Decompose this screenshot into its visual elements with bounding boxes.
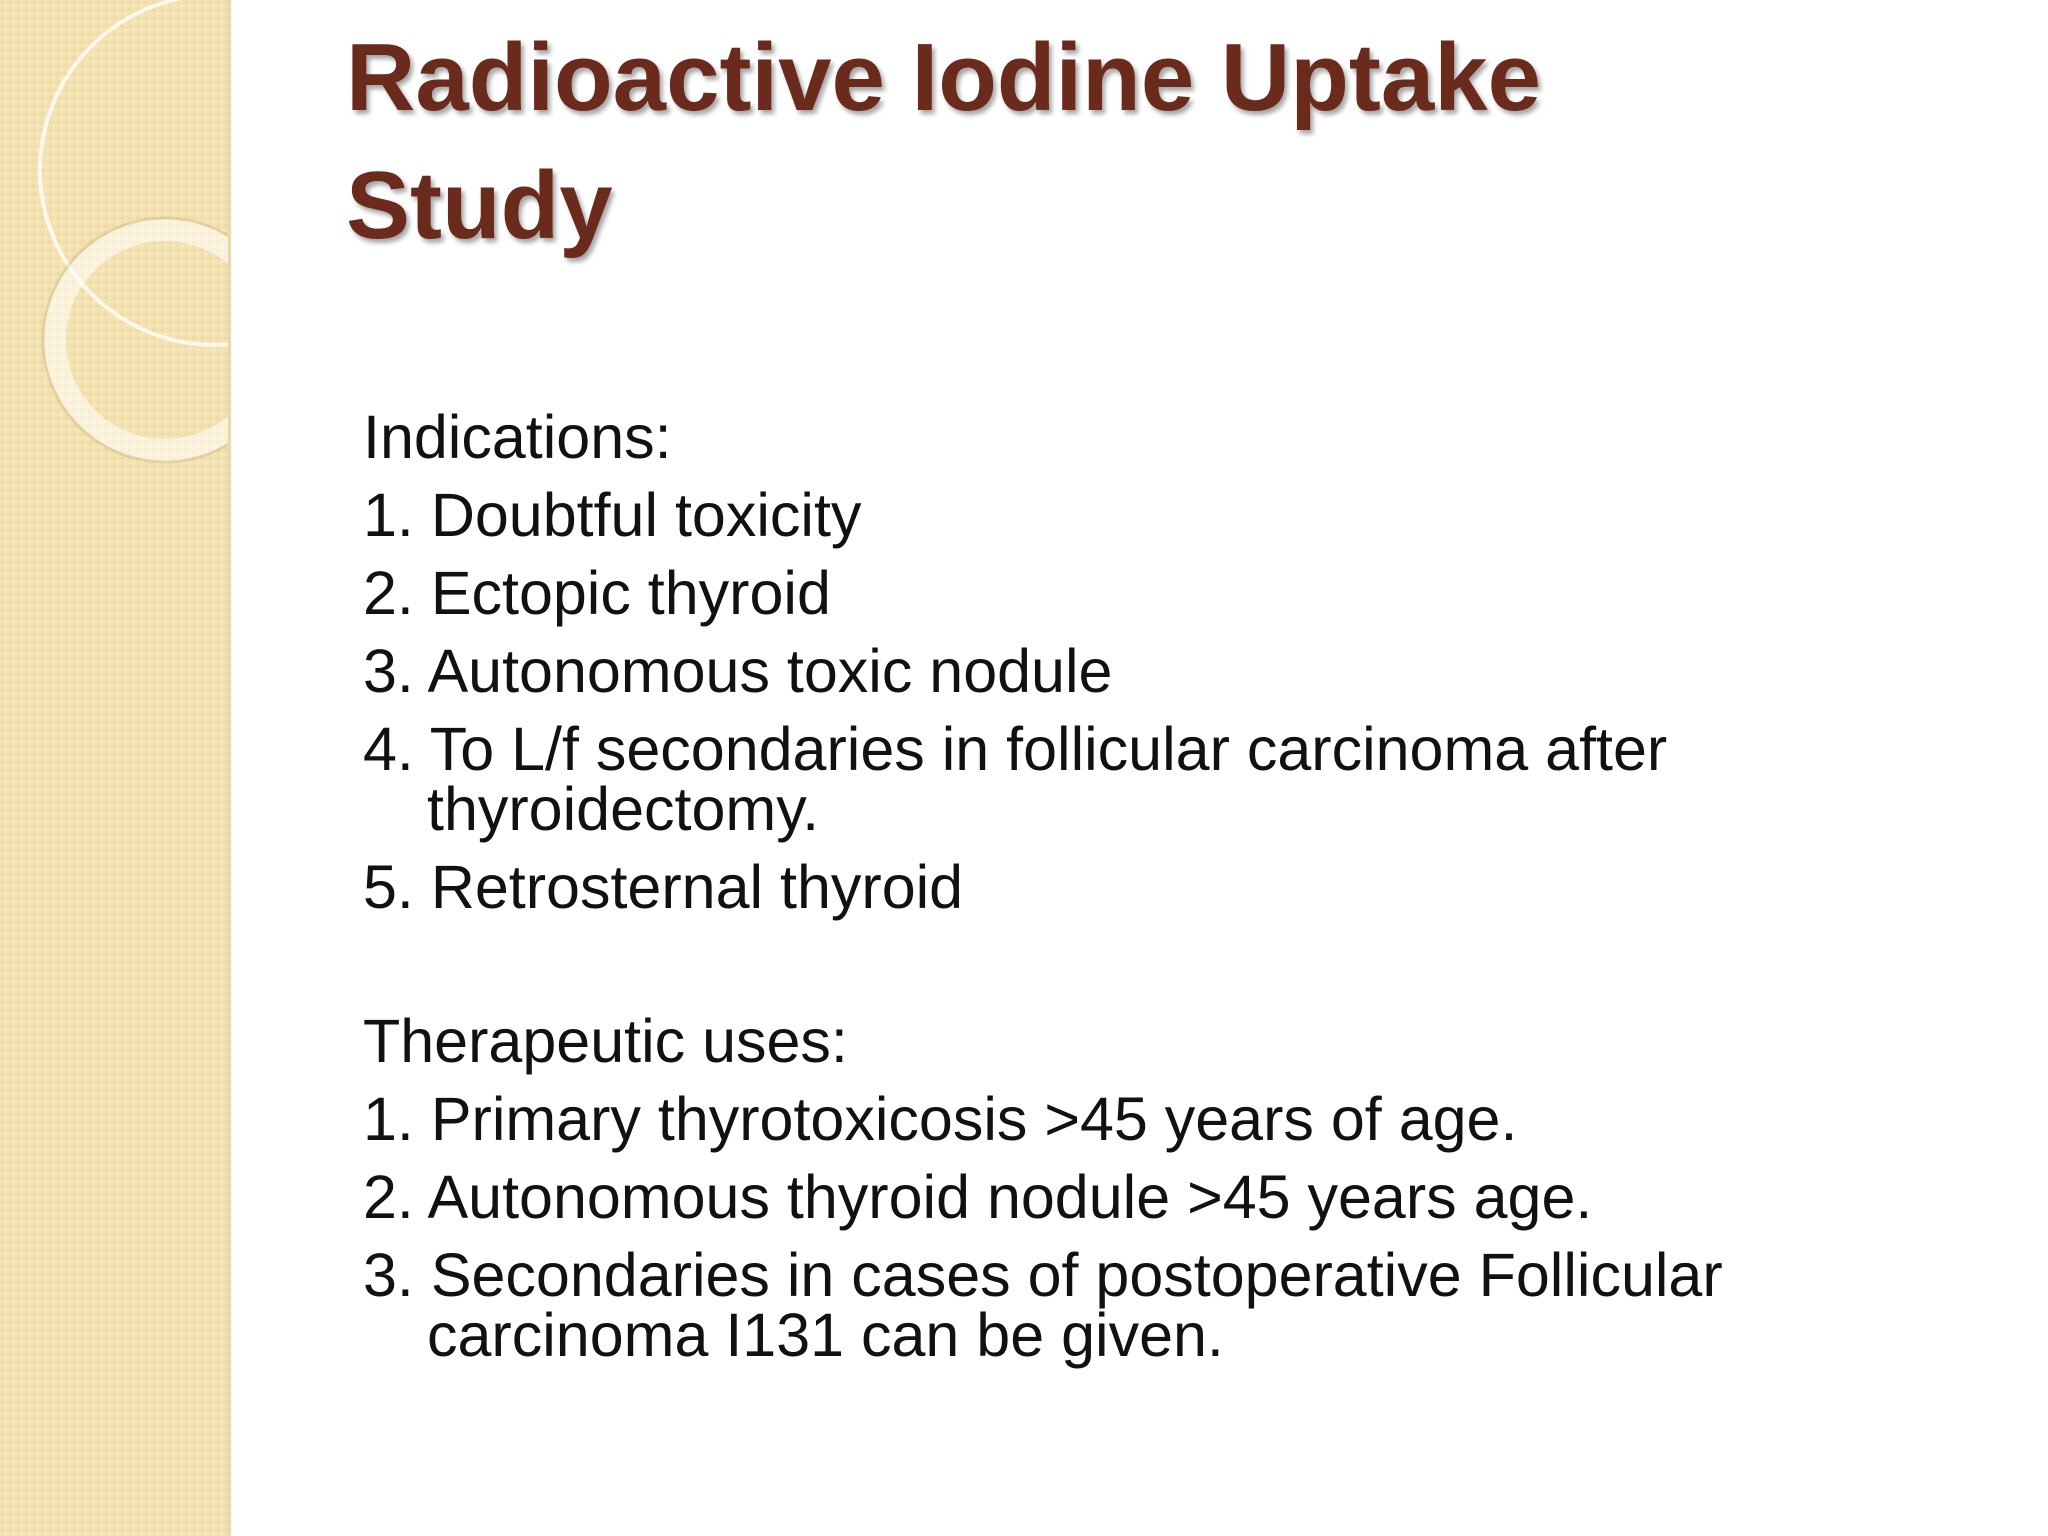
therapeutic-item-text: 3. Secondaries in cases of postoperative Follicular: [363, 1241, 1723, 1309]
indication-item: [363, 554, 2023, 632]
section-spacer: [363, 926, 2023, 1002]
therapeutic-item-text: 2. Autonomous thyroid nodule >45 years age.: [363, 1163, 1593, 1231]
title-line-1: Radioactive Iodine Uptake: [346, 24, 1541, 131]
indication-item: [363, 476, 2023, 554]
indication-item-text: 5. Retrosternal thyroid: [363, 853, 964, 921]
therapeutic-item: [363, 1080, 2023, 1158]
indications-heading: Indications:: [363, 403, 672, 471]
therapeutic-item-text: 1. Primary thyrotoxicosis >45 years of age.: [363, 1085, 1518, 1153]
indication-item-text: 4. To L/f secondaries in follicular carcinoma after: [363, 715, 1668, 783]
decorative-side-panel: [0, 0, 231, 1536]
indication-item: [363, 710, 2023, 848]
indication-item-text: 3. Autonomous toxic nodule: [363, 637, 1113, 705]
decorative-rings-icon: [0, 0, 228, 1536]
slide-body: [363, 398, 2023, 1374]
indication-item-text: 1. Doubtful toxicity: [363, 481, 862, 549]
indication-item-continuation: thyroidectomy.: [427, 775, 820, 843]
indication-item-text: 2. Ectopic thyroid: [363, 559, 831, 627]
title-line-2: Study: [346, 152, 613, 259]
indication-item: [363, 848, 2023, 926]
therapeutic-item: [363, 1236, 2023, 1374]
indication-item: [363, 632, 2023, 710]
slide-title: [346, 14, 1986, 270]
therapeutic-item: [363, 1158, 2023, 1236]
therapeutic-item-continuation: carcinoma I131 can be given.: [427, 1301, 1224, 1369]
therapeutic-heading: Therapeutic uses:: [363, 1007, 848, 1075]
